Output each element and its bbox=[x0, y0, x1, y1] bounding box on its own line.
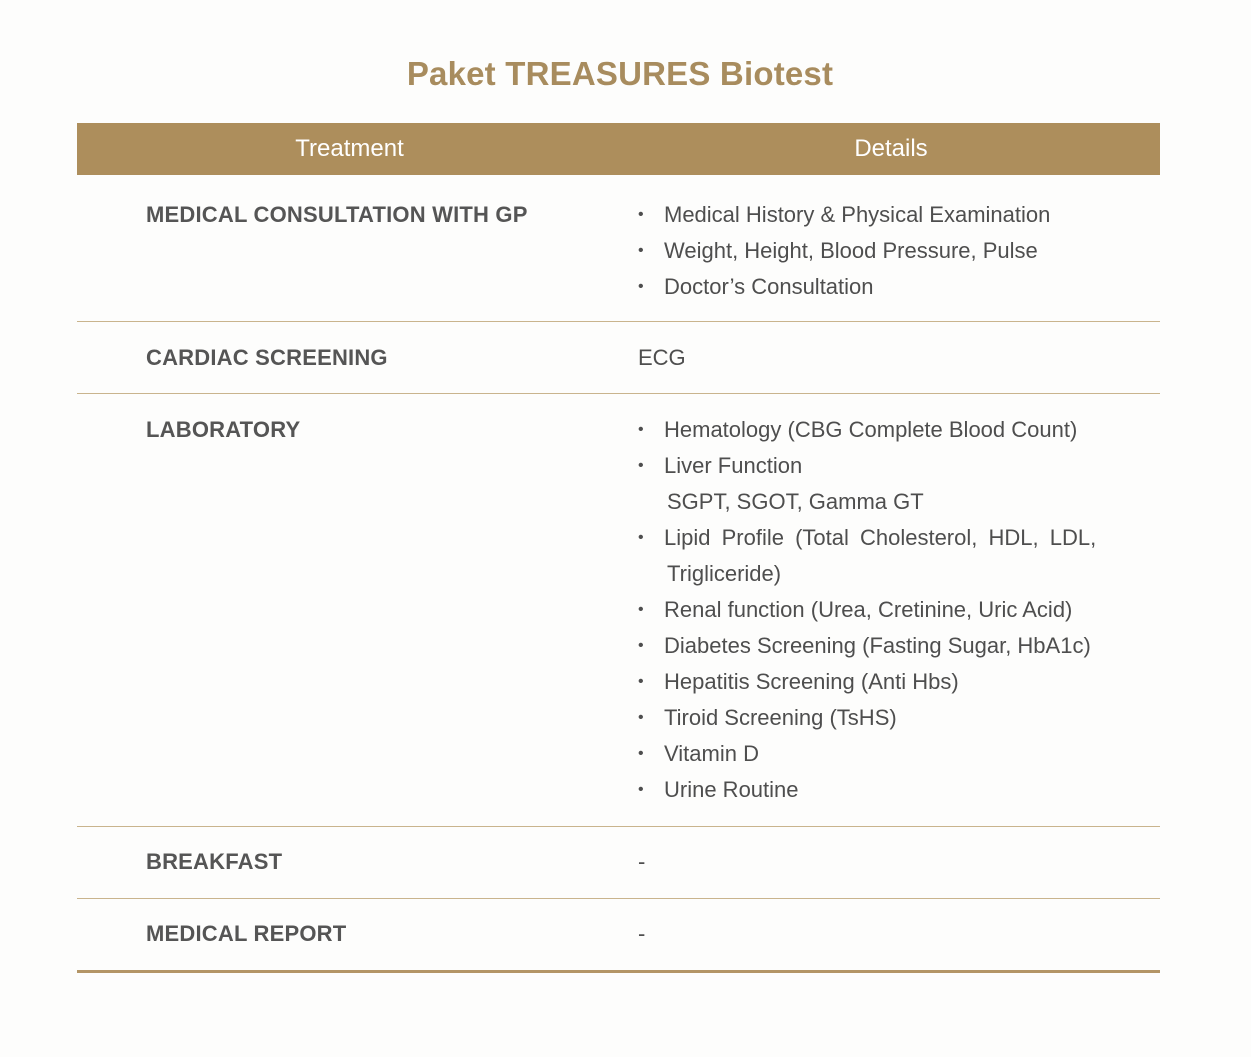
list-item-text: Hematology (CBG Complete Blood Count) bbox=[664, 417, 1078, 442]
page-title: Paket TREASURES Biotest bbox=[406, 55, 834, 92]
bullet-icon: • bbox=[638, 529, 644, 546]
bullet-icon: • bbox=[638, 278, 644, 295]
list-item bbox=[638, 520, 1096, 592]
row-treatment: MEDICAL CONSULTATION WITH GP bbox=[146, 202, 528, 227]
list-item bbox=[638, 197, 1050, 233]
bullet-icon: • bbox=[638, 745, 644, 762]
table-header bbox=[77, 123, 1160, 175]
list-item bbox=[638, 592, 1096, 628]
list-item bbox=[638, 448, 1096, 520]
bullet-icon: • bbox=[638, 421, 644, 438]
bullet-icon: • bbox=[638, 637, 644, 654]
table-row bbox=[77, 827, 1160, 899]
list-item-text: Liver Function bbox=[664, 453, 803, 478]
list-item-text: Vitamin D bbox=[664, 741, 759, 766]
treatment-table bbox=[77, 123, 1160, 973]
list-item bbox=[638, 772, 1096, 808]
bullet-icon: • bbox=[638, 601, 644, 618]
row-details: - bbox=[638, 921, 646, 946]
list-item bbox=[638, 736, 1096, 772]
list-item bbox=[638, 700, 1096, 736]
bullet-icon: • bbox=[638, 781, 644, 798]
list-item-text: Doctor’s Consultation bbox=[664, 274, 874, 299]
list-item bbox=[638, 269, 1050, 305]
bullet-icon: • bbox=[638, 709, 644, 726]
list-item-text: Urine Routine bbox=[664, 777, 799, 802]
row-details bbox=[638, 412, 1096, 808]
list-item-subtext: SGPT, SGOT, Gamma GT bbox=[667, 489, 924, 514]
row-treatment: MEDICAL REPORT bbox=[146, 921, 347, 946]
row-treatment: CARDIAC SCREENING bbox=[146, 345, 388, 370]
list-item-text: Diabetes Screening (Fasting Sugar, HbA1c) bbox=[664, 633, 1091, 658]
list-item-text: Medical History & Physical Examination bbox=[664, 202, 1051, 227]
header-details: Details bbox=[854, 135, 928, 162]
list-item-text: Renal function (Urea, Cretinine, Uric Acid) bbox=[664, 597, 1073, 622]
list-item bbox=[638, 628, 1096, 664]
row-details: - bbox=[638, 849, 646, 874]
list-item-text: Lipid Profile (Total Cholesterol, HDL, LDL, bbox=[664, 525, 1097, 550]
list-item bbox=[638, 233, 1050, 269]
bullet-icon: • bbox=[638, 457, 644, 474]
table-row bbox=[77, 322, 1160, 394]
bullet-icon: • bbox=[638, 206, 644, 223]
table-row bbox=[77, 394, 1160, 827]
bullet-icon: • bbox=[638, 242, 644, 259]
list-item-text: Hepatitis Screening (Anti Hbs) bbox=[664, 669, 959, 694]
list-item bbox=[638, 664, 1096, 700]
list-item-subtext: Trigliceride) bbox=[667, 561, 782, 586]
header-treatment: Treatment bbox=[295, 135, 404, 162]
details-list bbox=[638, 197, 1050, 305]
bullet-icon: • bbox=[638, 673, 644, 690]
list-item-text: Weight, Height, Blood Pressure, Pulse bbox=[664, 238, 1038, 263]
table-row bbox=[77, 899, 1160, 973]
list-item bbox=[638, 412, 1096, 448]
table-row bbox=[77, 175, 1160, 322]
row-treatment: BREAKFAST bbox=[146, 849, 283, 874]
row-treatment: LABORATORY bbox=[146, 417, 301, 442]
row-details bbox=[638, 197, 1050, 305]
list-item-text: Tiroid Screening (TsHS) bbox=[664, 705, 897, 730]
details-list bbox=[638, 412, 1096, 808]
row-details: ECG bbox=[638, 345, 686, 370]
